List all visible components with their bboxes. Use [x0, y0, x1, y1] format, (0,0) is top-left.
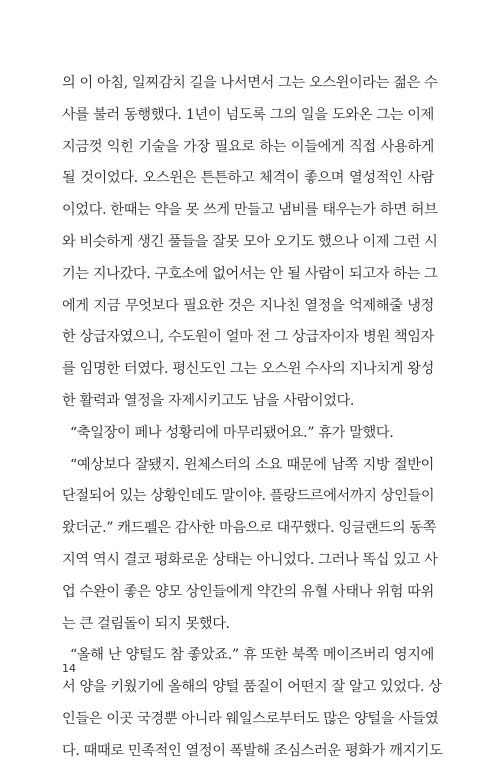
- text-line: 지역 역시 결코 평화로운 상태는 아니었다. 그러나 똑십 있고 사: [62, 551, 438, 568]
- text-line: 를 임명한 터였다. 평신도인 그는 오스윈 수사의 지나치게 왕성: [62, 361, 434, 378]
- page-number: 14: [62, 662, 76, 675]
- text-line: 와 비슷하게 생긴 풀들을 잘못 모아 오기도 했으나 이제 그런 시: [62, 233, 438, 250]
- text-line: 될 것이었다. 오스윈은 튼튼하고 체격이 좋으며 열성적인 사람: [62, 170, 434, 187]
- text-line: 에게 지금 무엇보다 필요한 것은 지나친 열정을 억제해줄 냉정: [62, 297, 434, 314]
- text-line: 사를 불러 동행했다. 1년이 넘도록 그의 일을 도와온 그는 이제: [62, 106, 434, 123]
- text-line: 는 큰 걸림돌이 되지 못했다.: [62, 615, 230, 632]
- text-line: 왔더군.” 캐드펠은 감사한 마음으로 대꾸했다. 잉글랜드의 동쪽: [62, 520, 437, 537]
- text-line: 기는 지나갔다. 구호소에 없어서는 안 될 사람이 되고자 하는 그: [62, 265, 438, 282]
- text-line: 서 양을 키웠기에 올해의 양털 품질이 어떤지 잘 알고 있었다. 상: [62, 679, 442, 696]
- text-line: 업 수완이 좋은 양모 상인들에게 약간의 유혈 사태나 위험 따위: [62, 583, 434, 600]
- text-line: 이었다. 한때는 약을 못 쓰게 만들고 냄비를 태우는가 하면 허브: [62, 202, 438, 219]
- text-line: 지금껏 익힌 기술을 가장 필요로 하는 이들에게 직접 사용하게: [62, 138, 434, 155]
- text-line: 한 활력과 열정을 자제시키고도 남을 사람이었다.: [62, 392, 355, 409]
- text-line: 단절되어 있는 상황인데도 말이야. 플랑드르에서까지 상인들이: [62, 488, 435, 505]
- text-line: 인들은 이곳 국경뿐 아니라 웨일스로부터도 많은 양털을 사들였: [62, 710, 439, 727]
- body-text: [62, 68, 443, 768]
- text-line: “축일장이 페나 성황리에 마무리됐어요.” 휴가 말했다.: [70, 424, 394, 441]
- text-line: “올해 난 양털도 참 좋았죠.” 휴 또한 북쪽 메이즈버리 영지에: [70, 647, 434, 664]
- text-line: 한 상급자였으니, 수도원이 얼마 전 그 상급자이자 병원 책임자: [62, 329, 434, 346]
- text-line: “예상보다 잘됐지. 윈체스터의 소요 때문에 남쪽 지방 절반이: [70, 456, 434, 473]
- text-line: 다. 때때로 민족적인 열정이 폭발해 조심스러운 평화가 깨지기도: [62, 742, 443, 759]
- text-line: 의 이 아침, 일찌감치 길을 나서면서 그는 오스윈이라는 젊은 수: [62, 75, 438, 91]
